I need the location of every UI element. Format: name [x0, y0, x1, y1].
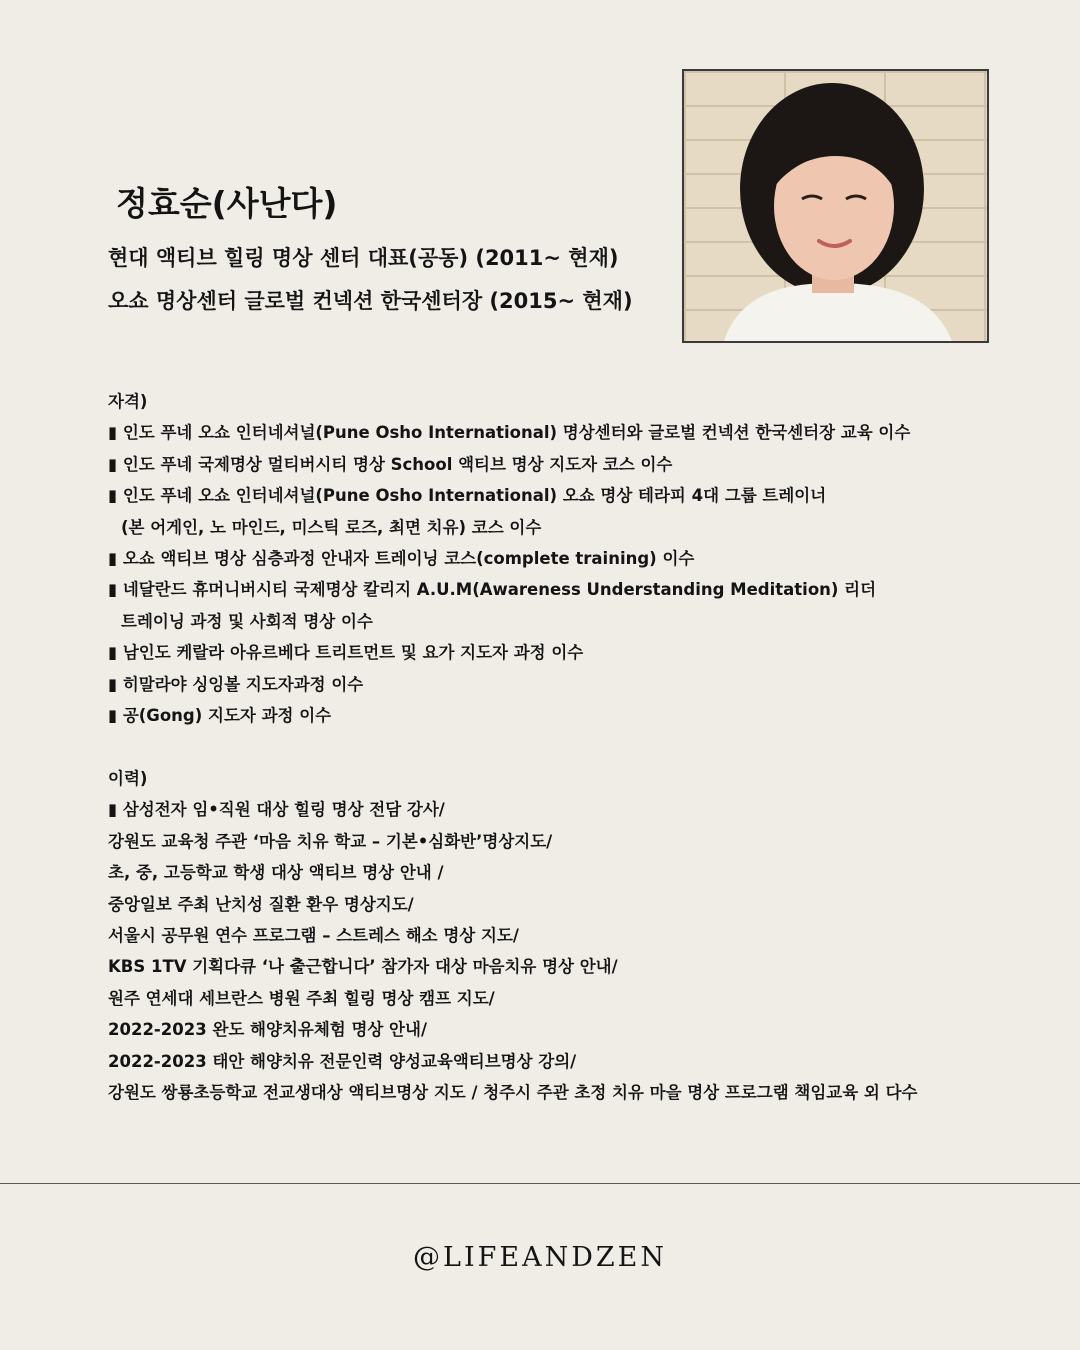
history-item: 원주 연세대 세브란스 병원 주최 힐링 명상 캠프 지도/	[108, 988, 495, 1008]
profile-role-secondary: 오쇼 명상센터 글로벌 컨넥션 한국센터장 (2015~ 현재)	[108, 289, 633, 313]
footer-divider	[0, 1183, 1080, 1184]
qualification-item: ▮ 공(Gong) 지도자 과정 이수	[108, 706, 332, 726]
history-section	[108, 763, 917, 1108]
profile-role-primary: 현대 액티브 힐링 명상 센터 대표(공동) (2011~ 현재)	[108, 246, 619, 270]
history-item: 중앙일보 주최 난치성 질환 환우 명상지도/	[108, 894, 414, 914]
qualification-item: ▮ 인도 푸네 국제명상 멀티버시티 명상 School 액티브 명상 지도자 코스 이수	[108, 454, 673, 474]
profile-name: 정효순(사난다)	[116, 184, 338, 223]
history-item: ▮ 삼성전자 임•직원 대상 힐링 명상 전담 강사/	[108, 800, 445, 820]
qualification-item: ▮ 네달란드 휴머니버시티 국제명상 칼리지 A.U.M(Awareness Understanding Meditation) 리더	[108, 580, 877, 600]
qualification-item: ▮ 인도 푸네 오쇼 인터네셔널(Pune Osho International) 오쇼 명상 테라피 4대 그룹 트레이너	[108, 486, 827, 506]
history-item: KBS 1TV 기획다큐 ‘나 출근합니다’ 참가자 대상 마음치유 명상 안내/	[108, 957, 618, 977]
history-item: 2022-2023 완도 해양치유체험 명상 안내/	[108, 1020, 427, 1040]
qualification-item: ▮ 히말라야 싱잉볼 지도자과정 이수	[108, 674, 364, 694]
qualification-item: ▮ 인도 푸네 오쇼 인터네셔널(Pune Osho International) 명상센터와 글로벌 컨넥션 한국센터장 교육 이수	[108, 423, 911, 443]
history-item: 강원도 교육청 주관 ‘마음 치유 학교 – 기본•심화반’명상지도/	[108, 831, 553, 851]
history-item: 초, 중, 고등학교 학생 대상 액티브 명상 안내 /	[108, 863, 444, 883]
qualification-item-continuation: (본 어게인, 노 마인드, 미스틱 로즈, 최면 치유) 코스 이수	[121, 517, 542, 537]
qualification-item-continuation: 트레이닝 과정 및 사회적 명상 이수	[121, 611, 373, 631]
qualification-item: ▮ 남인도 케랄라 아유르베다 트리트먼트 및 요가 지도자 과정 이수	[108, 643, 584, 663]
qualifications-section	[108, 386, 910, 731]
history-item: 2022-2023 태안 해양치유 전문인력 양성교육액티브명상 강의/	[108, 1051, 577, 1071]
history-heading: 이력)	[108, 769, 148, 788]
qualifications-heading: 자격)	[108, 392, 148, 411]
history-item: 강원도 쌍룡초등학교 전교생대상 액티브명상 지도 / 청주시 주관 초정 치유 마을 명상 프로그램 책임교육 외 다수	[108, 1083, 918, 1103]
profile-photo	[682, 69, 989, 343]
social-handle[interactable]: @LIFEANDZEN	[413, 1242, 667, 1273]
qualification-item: ▮ 오쇼 액티브 명상 심층과정 안내자 트레이닝 코스(complete training) 이수	[108, 549, 695, 569]
history-item: 서울시 공무원 연수 프로그램 – 스트레스 해소 명상 지도/	[108, 926, 519, 946]
